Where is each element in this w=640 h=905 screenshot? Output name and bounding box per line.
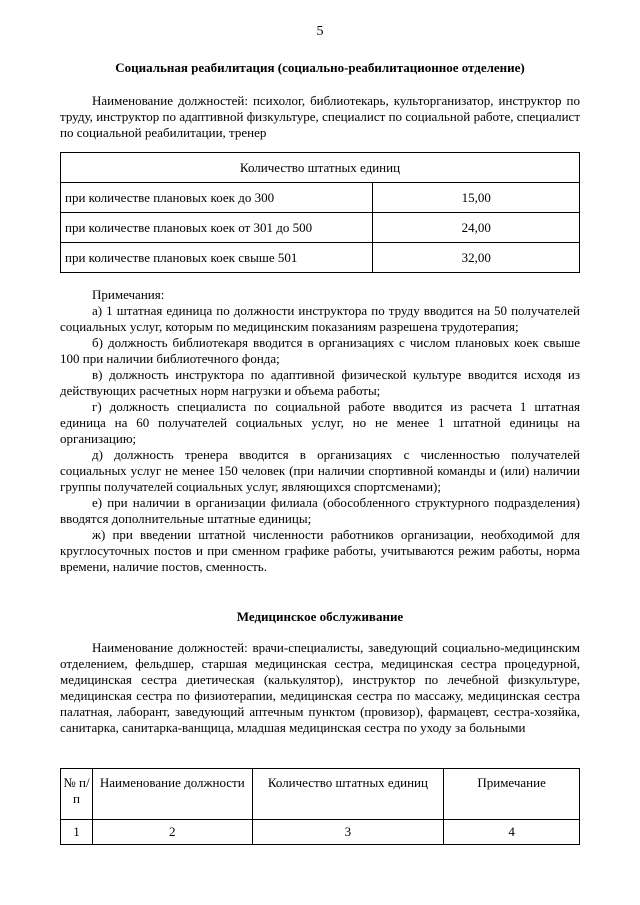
row-value: 24,00 xyxy=(373,213,580,243)
header-number: № п/п xyxy=(61,769,93,820)
row-label: при количестве плановых коек свыше 501 xyxy=(61,243,373,273)
positions-paragraph-social-rehab: Наименование должностей: психолог, библиотекарь, культорганизатор, инструктор по труду, инструктор по адаптивной физкультуре, специалист по социальной работе, специалист по социальной реабилитации, тренер xyxy=(60,93,580,140)
note-item: ж) при введении штатной численности работников организации, необходимой для круглосуточных постов и при сменном графике работы, учитываются режим работы, норма времени, наличие постов, сменность. xyxy=(60,527,580,574)
note-item: г) должность специалиста по социальной работе вводится из расчета 1 штатная единица на 60 получателей социальных услуг, но не менее 1 штатной единицы на организацию; xyxy=(60,399,580,446)
column-number-cell: 3 xyxy=(252,820,444,845)
table-row xyxy=(61,213,580,243)
note-item: д) должность тренера вводится в организациях с численностью получателей социальных услуг не менее 150 человек (при наличии спортивной команды и (или) наличии группы получателей социальных услуг, являющихся спортсменами); xyxy=(60,447,580,494)
column-number-cell: 4 xyxy=(444,820,580,845)
row-label: при количестве плановых коек до 300 xyxy=(61,183,373,213)
notes-title: Примечания: xyxy=(92,287,165,302)
staffing-table-medical xyxy=(60,768,580,845)
column-number-cell: 1 xyxy=(61,820,93,845)
header-staff-count: Количество штатных единиц xyxy=(252,769,444,820)
notes-block xyxy=(60,287,580,575)
table-header-cell: Количество штатных единиц xyxy=(61,153,580,183)
note-item: а) 1 штатная единица по должности инструктора по труду вводится на 50 получателей социальных услуг, которым по медицинским показаниям разрешена трудотерапия; xyxy=(60,303,580,334)
note-item: в) должность инструктора по адаптивной физической культуре вводится исходя из действующих расчетных норм нагрузки и объема работы; xyxy=(60,367,580,398)
column-number-cell: 2 xyxy=(92,820,252,845)
section-title-medical: Медицинское обслуживание xyxy=(236,609,404,624)
header-note: Примечание xyxy=(444,769,580,820)
row-label: при количестве плановых коек от 301 до 500 xyxy=(61,213,373,243)
row-value: 32,00 xyxy=(373,243,580,273)
header-position: Наименование должности xyxy=(92,769,252,820)
table-header-row xyxy=(61,769,580,820)
table-row xyxy=(61,820,580,845)
note-item: е) при наличии в организации филиала (обособленного структурного подразделения) вводятся дополнительные штатные единицы; xyxy=(60,495,580,526)
positions-paragraph-medical: Наименование должностей: врачи-специалисты, заведующий социально-медицинским отделением, фельдшер, старшая медицинская сестра, медицинская сестра процедурной, медицинская сестра диетическая (калькулятор), инструктор по лечебной физкультуре, медицинская сестра по физиотерапии, медицинская сестра по массажу, медицинская сестра палатная, лаборант, заведующий аптечным пунктом (провизор), фармацевт, сестра-хозяйка, санитарка, санитарка-ванщица, младшая медицинская сестра по уходу за больными xyxy=(60,640,580,735)
note-item: б) должность библиотекаря вводится в организациях с числом плановых коек свыше 100 при наличии библиотечного фонда; xyxy=(60,335,580,366)
table-row xyxy=(61,243,580,273)
table-row xyxy=(61,183,580,213)
row-value: 15,00 xyxy=(373,183,580,213)
table-header-row xyxy=(61,153,580,183)
section-title-social-rehab: Социальная реабилитация (социально-реабилитационное отделение) xyxy=(115,60,525,75)
staffing-table-social-rehab xyxy=(60,152,580,273)
page-number: 5 xyxy=(316,24,324,39)
